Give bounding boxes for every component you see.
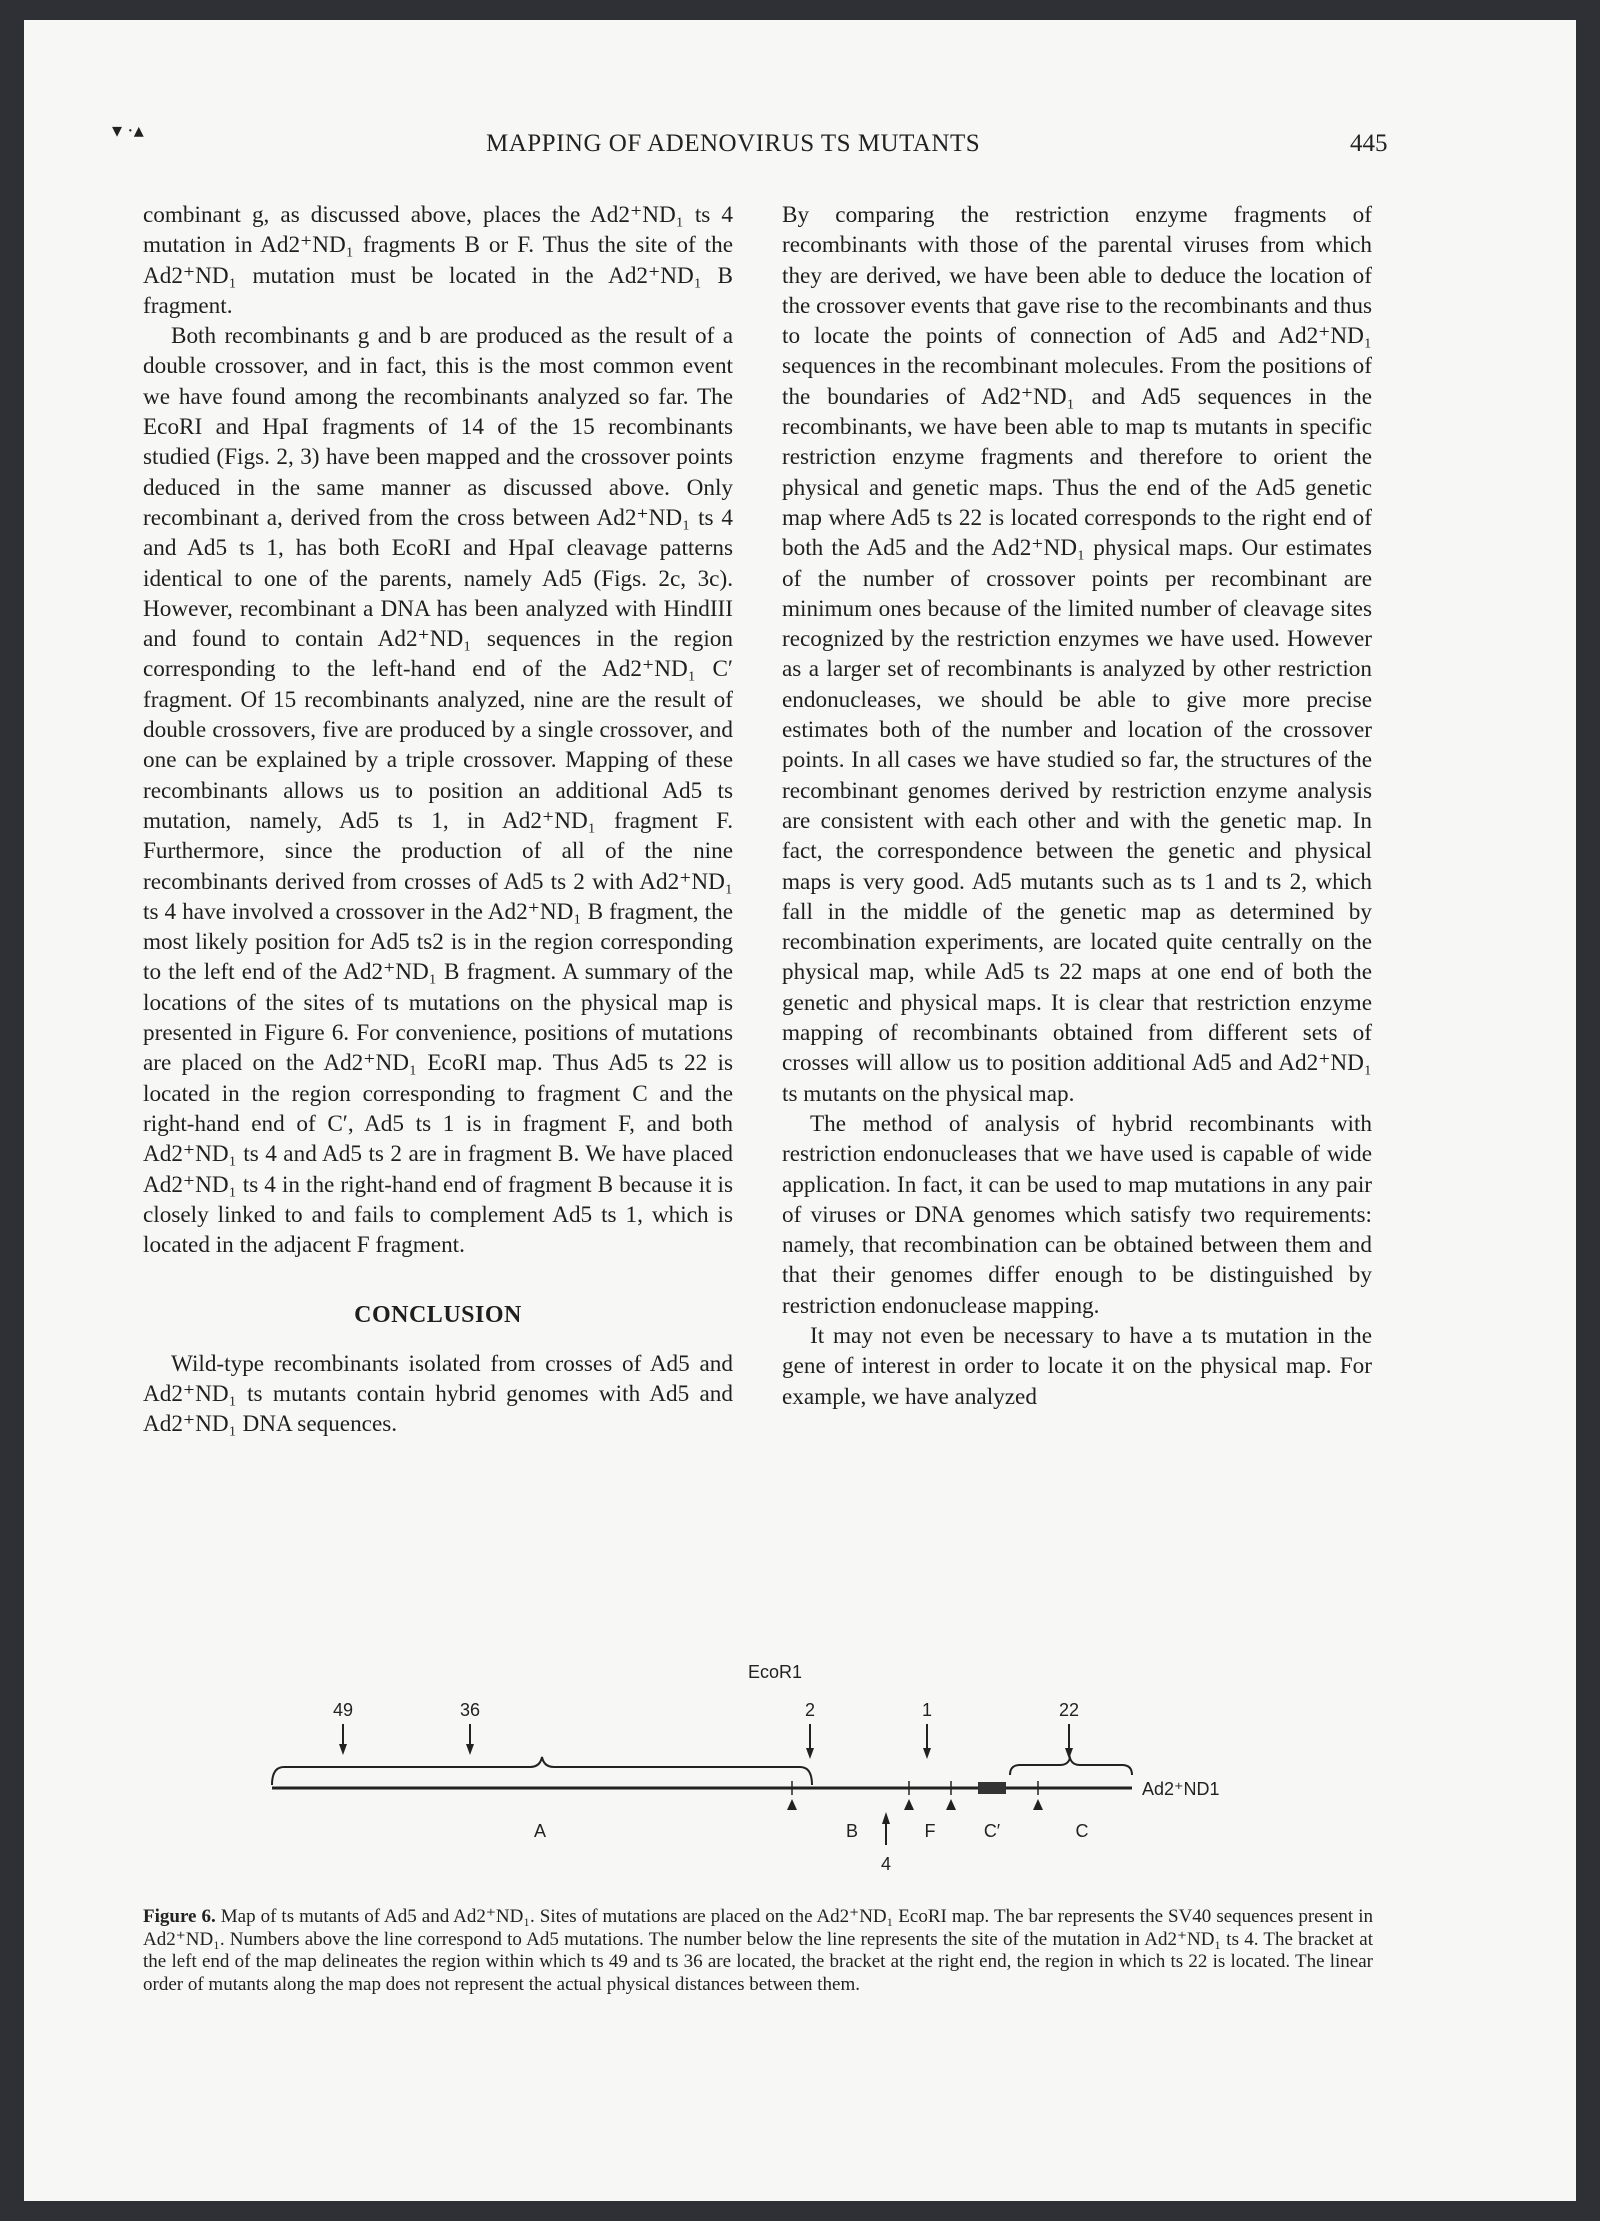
map-diagram	[260, 1640, 1260, 1900]
fragment-label-b: B	[845, 1821, 859, 1841]
paragraph: By comparing the restriction enzyme fragments of recombinants with those of the parental viruses from which they are derived, we have been able to deduce the location of the crossover events that gave rise to the recombinants and thus to locate the points of connection of Ad5 and Ad2⁺ND₁ sequences in the recombinant molecules. From the positions of the boundaries of Ad2⁺ND₁ and Ad5 sequences in the recombinants, we have been able to map ts mutants in specific restriction enzyme fragments and therefore to orient the physical and genetic maps. Thus the end of the Ad5 genetic map where Ad5 ts 22 is located corresponds to the right end of both the Ad5 and the Ad2⁺ND₁ physical maps. Our estimates of the number of crossover points per recombinant are minimum ones because of the limited number of cleavage sites recognized by the restriction enzymes we have used. However as a larger set of recombinants is analyzed by other restriction endonucleases, we should be able to give more precise estimates both of the number and location of the crossover points. In all cases we have studied so far, the structures of the recombinant genomes derived by restriction enzyme analysis are consistent with each other and with the genetic map. In fact, the correspondence between the genetic and physical maps is very good. Ad5 mutants such as ts 1 and ts 2, which fall in the middle of the genetic map as determined by recombination experiments, are located quite centrally on the physical map, while Ad5 ts 22 maps at one end of both the genetic and physical maps. It is clear that restriction enzyme mapping of recombinants obtained from different sets of crosses will allow us to position additional Ad5 and Ad2⁺ND₁ ts mutants on the physical map.	[782, 202, 1372, 1107]
mutation-label-2: 2	[804, 1700, 816, 1720]
sv40-bar	[978, 1782, 1006, 1794]
map-label: Ad2⁺ND1	[1142, 1779, 1220, 1799]
paragraph: The method of analysis of hybrid recombinants with restriction endonucleases that we have used is capable of wide application. In fact, it can be used to map mutations in any pair of viruses or DNA genomes which satisfy two requirements: namely, that recombination can be obtained between them and that their genomes differ enough to be distinguished by restriction endonuclease mapping.	[782, 1110, 1372, 1319]
arrowhead	[466, 1744, 474, 1755]
caption-text: Map of ts mutants of Ad5 and Ad2⁺ND₁. Sites of mutations are placed on the Ad2⁺ND₁ EcoRI map. The bar represents the SV40 sequences present in Ad2⁺ND₁. Numbers above the line correspond to Ad5 mutations. The number below the line represents the site of the mutation in Ad2⁺ND₁ ts 4. The bracket at the left end of the map delineates the region within which ts 49 and ts 36 are located, the bracket at the right end, the region in which ts 22 is located. The linear order of mutants along the map does not represent the actual physical distances between them.	[143, 1906, 1373, 1995]
paragraph: It may not even be necessary to have a ts mutation in the gene of interest in order to locate it on the physical map. For example, we have analyzed	[782, 1322, 1372, 1410]
paragraph: Both recombinants g and b are produced as the result of a double crossover, and in fact, this is the most common event we have found among the recombinants analyzed so far. The EcoRI and HpaI fragments of 14 of the 15 recombinants studied (Figs. 2, 3) have been mapped and the crossover points deduced in the same manner as discussed above. Only recombinant a, derived from the cross between Ad2⁺ND₁ ts 4 and Ad5 ts 1, has both EcoRI and HpaI cleavage patterns identical to one of the parents, namely Ad5 (Figs. 2c, 3c). However, recombinant a DNA has been analyzed with HindIII and found to contain Ad2⁺ND₁ sequences in the region corresponding to the left-hand end of the Ad2⁺ND₁ C′ fragment. Of 15 recombinants analyzed, nine are the result of double crossovers, five are produced by a single crossover, and one can be explained by a triple crossover. Mapping of these recombinants allows us to position an additional Ad5 ts mutation, namely, Ad5 ts 1, in Ad2⁺ND₁ fragment F. Furthermore, since the production of all of the nine recombinants derived from crosses of Ad5 ts 2 with Ad2⁺ND₁ ts 4 have involved a crossover in the Ad2⁺ND₁ B fragment, the most likely position for Ad5 ts2 is in the region corresponding to the left end of the Ad2⁺ND₁ B fragment. A summary of the locations of the sites of ts mutations on the physical map is presented in Figure 6. For convenience, positions of mutations are placed on the Ad2⁺ND₁ EcoRI map. Thus Ad5 ts 22 is located in the region corresponding to fragment C and the right-hand end of C′, Ad5 ts 1 is in fragment F, and both Ad2⁺ND₁ ts 4 and Ad5 ts 2 are in fragment B. We have placed Ad2⁺ND₁ ts 4 in the right-hand end of fragment B because it is closely linked to and fails to complement Ad5 ts 1, which is located in the adjacent F fragment.	[143, 323, 733, 1259]
left-column	[143, 200, 733, 1440]
page-number: 445	[1350, 130, 1388, 157]
fragment-label-f: F	[924, 1821, 936, 1841]
section-heading: CONCLUSION	[354, 1302, 522, 1329]
arrowhead	[923, 1748, 931, 1759]
mutation-label-49: 49	[332, 1700, 354, 1720]
paragraph: Wild-type recombinants isolated from crosses of Ad5 and Ad2⁺ND₁ ts mutants contain hybrid genomes with Ad5 and Ad2⁺ND₁ DNA sequences.	[143, 1350, 733, 1438]
mutation-label-36: 36	[459, 1700, 481, 1720]
caption-label: Figure 6.	[143, 1906, 216, 1927]
arrowhead	[339, 1744, 347, 1755]
arrowhead	[806, 1748, 814, 1759]
running-title: MAPPING OF ADENOVIRUS TS MUTANTS	[486, 130, 981, 157]
mutation-label-1: 1	[921, 1700, 933, 1720]
enzyme-label: EcoR1	[747, 1662, 803, 1682]
arrowhead	[1065, 1748, 1073, 1759]
scan-artifact: ▾ ·▴	[112, 120, 144, 142]
fragment-label-a: A	[533, 1821, 547, 1841]
left-bracket	[272, 1757, 812, 1785]
paragraph: combinant g, as discussed above, places the Ad2⁺ND₁ ts 4 mutation in Ad2⁺ND₁ fragments B or F. Thus the site of the Ad2⁺ND₁ mutation must be located in the Ad2⁺ND₁ B fragment.	[143, 202, 733, 319]
fragment-label-c-prime: C′	[983, 1821, 1001, 1841]
mutation-label-22: 22	[1058, 1700, 1080, 1720]
figure-caption	[143, 1906, 1373, 1996]
fragment-label-c: C	[1075, 1821, 1089, 1841]
right-bracket	[1010, 1758, 1132, 1775]
mutation-label-4: 4	[880, 1854, 892, 1874]
right-column	[782, 200, 1372, 1412]
figure-6-map	[260, 1640, 1260, 1900]
